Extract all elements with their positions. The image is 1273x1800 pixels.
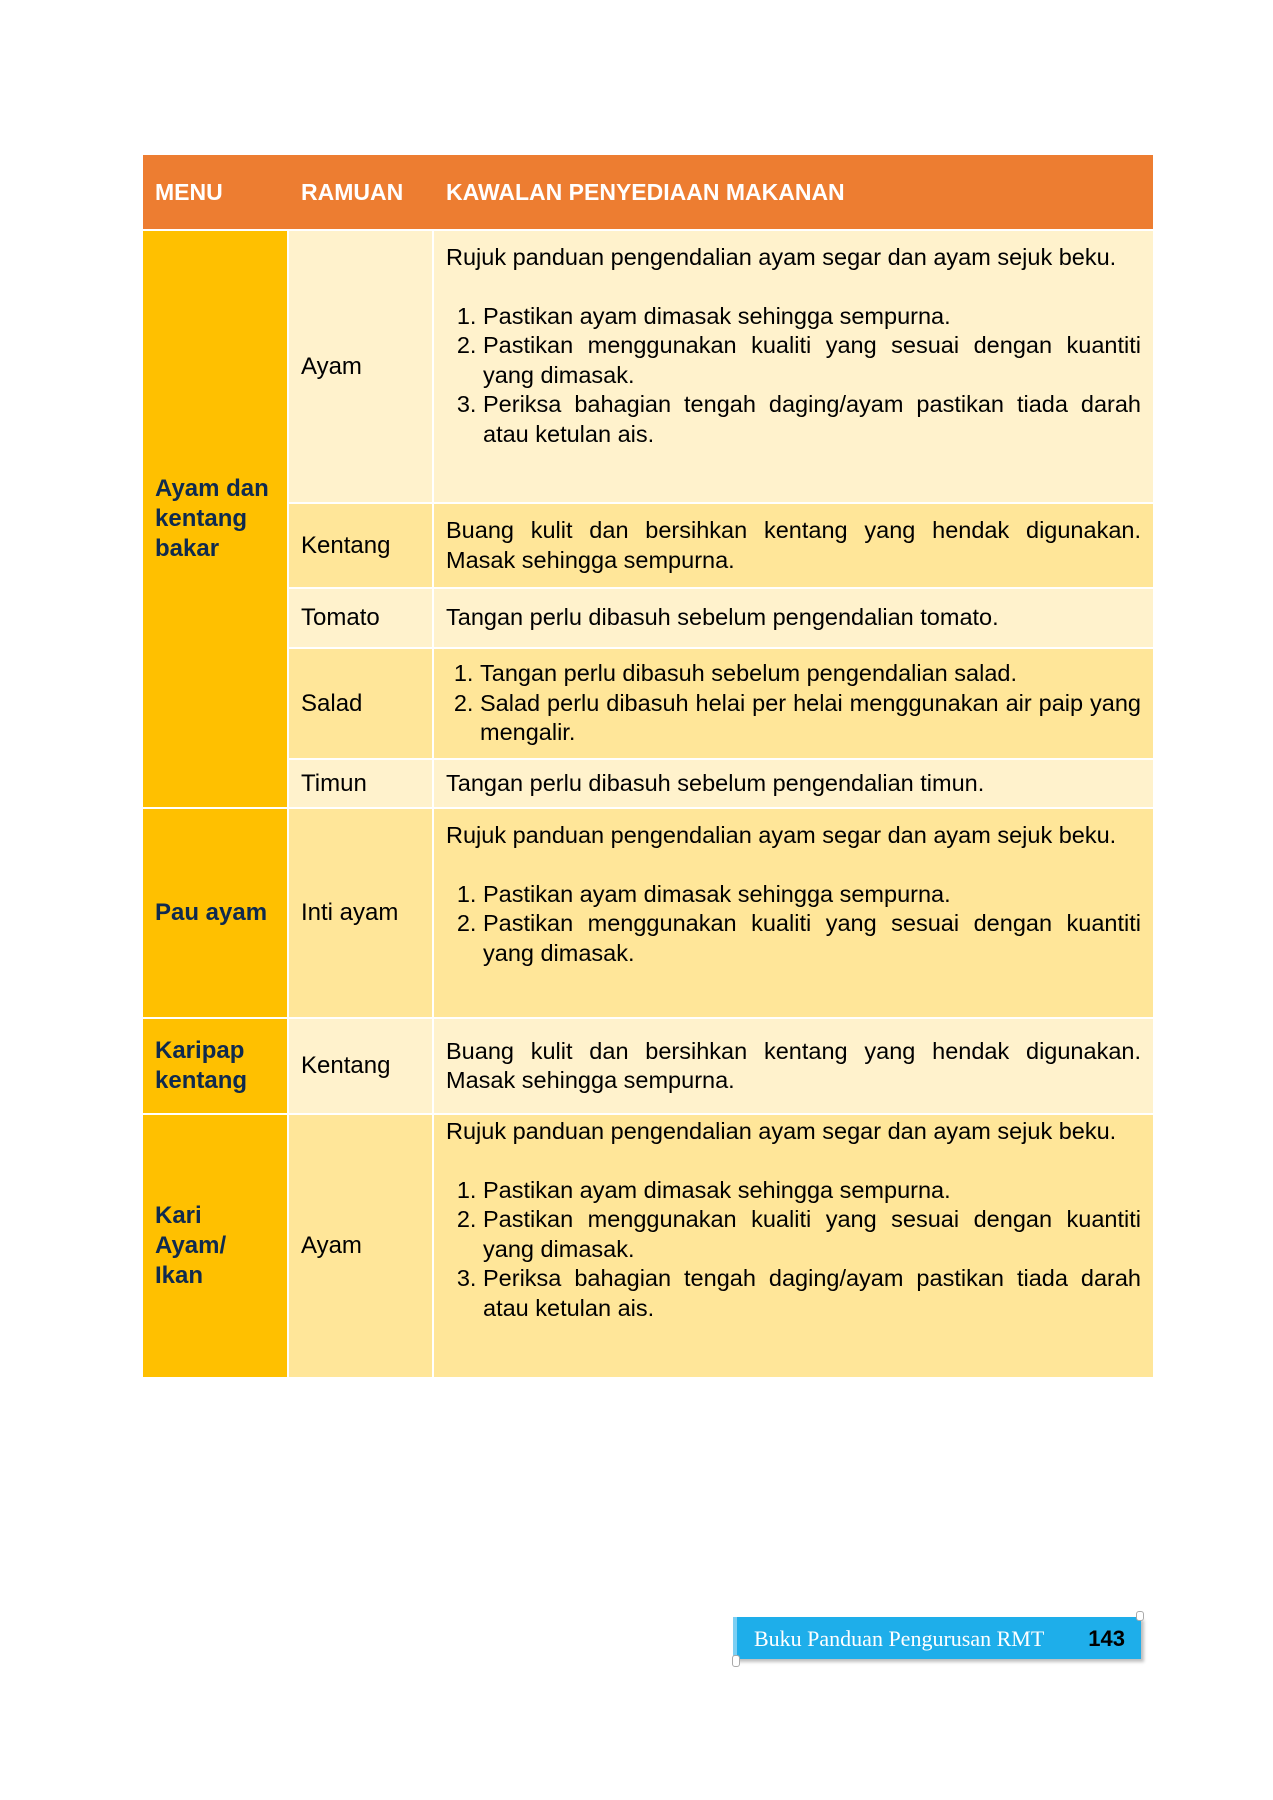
list-item: 2. Pastikan menggunakan kualiti yang sesuai dengan kuantiti yang dimasak. [483, 1205, 1141, 1264]
list-item: 3. Periksa bahagian tengah daging/ayam pastikan tiada darah atau ketulan ais. [483, 390, 1141, 449]
header-menu: MENU [155, 179, 223, 205]
header-ramuan: RAMUAN [301, 179, 404, 205]
kawalan-list [446, 880, 1141, 969]
kawalan-cell [434, 589, 1153, 647]
list-item: 2. Pastikan menggunakan kualiti yang sesuai dengan kuantiti yang dimasak. [483, 331, 1141, 390]
ramuan-label: Ayam [301, 352, 362, 380]
ramuan-cell [289, 1019, 432, 1113]
kawalan-list [446, 1176, 1141, 1324]
kawalan-list [446, 302, 1141, 450]
ramuan-cell [289, 809, 432, 1017]
menu-cell [143, 1115, 287, 1377]
menu-label-line: Ikan [155, 1262, 204, 1289]
footer-banner [733, 1617, 1141, 1659]
ramuan-label: Kentang [301, 531, 391, 559]
list-item: 1. Pastikan ayam dimasak sehingga sempurna. [483, 302, 1141, 332]
kawalan-text: Buang kulit dan bersihkan kentang yang hendak digunakan. Masak sehingga sempurna. [446, 517, 1141, 573]
menu-label-line: Ayam/ [155, 1232, 227, 1259]
ramuan-cell [289, 589, 432, 647]
ramuan-label: Tomato [301, 604, 380, 631]
footer-title: Buku Panduan Pengurusan RMT [754, 1626, 1045, 1651]
ramuan-label: Inti ayam [301, 899, 399, 926]
menu-label-line: bakar [155, 535, 220, 562]
menu-label-line: Karipap [155, 1037, 245, 1064]
kawalan-cell [434, 1019, 1153, 1113]
list-item: 1. Pastikan ayam dimasak sehingga sempurna. [483, 1176, 1141, 1206]
kawalan-cell [434, 231, 1153, 502]
ramuan-label: Ayam [301, 1232, 362, 1259]
kawalan-cell [434, 809, 1153, 1017]
list-item: 2. Pastikan menggunakan kualiti yang sesuai dengan kuantiti yang dimasak. [483, 909, 1141, 968]
kawalan-cell [434, 1115, 1153, 1377]
scroll-curl-icon [1136, 1611, 1144, 1621]
ramuan-label: Timun [301, 769, 367, 797]
kawalan-cell [434, 649, 1153, 758]
menu-cell [143, 809, 287, 1017]
list-item: 3. Periksa bahagian tengah daging/ayam pastikan tiada darah atau ketulan ais. [483, 1264, 1141, 1323]
kawalan-intro: Rujuk panduan pengendalian ayam segar dan ayam sejuk beku. [446, 822, 1117, 848]
menu-label-line: Kari [155, 1202, 202, 1229]
list-item: 1. Pastikan ayam dimasak sehingga sempurna. [483, 880, 1141, 910]
ramuan-cell [289, 649, 432, 758]
menu-label-line: Ayam dan [155, 475, 269, 502]
ramuan-cell [289, 504, 432, 587]
ramuan-cell [289, 1115, 432, 1377]
list-item: 1. Tangan perlu dibasuh sebelum pengendalian salad. [480, 659, 1141, 689]
table-header [143, 155, 1153, 229]
ramuan-cell [289, 760, 432, 807]
scroll-curl-icon [732, 1655, 740, 1667]
kawalan-text: Buang kulit dan bersihkan kentang yang hendak digunakan. Masak sehingga sempurna. [446, 1037, 1141, 1093]
menu-label: Pau ayam [155, 899, 268, 926]
ramuan-label: Kentang [301, 1052, 391, 1079]
kawalan-intro: Rujuk panduan pengendalian ayam segar dan ayam sejuk beku. [446, 244, 1117, 270]
list-item: 2. Salad perlu dibasuh helai per helai menggunakan air paip yang mengalir. [480, 689, 1141, 748]
kawalan-text: Tangan perlu dibasuh sebelum pengendalian tomato. [446, 604, 999, 631]
kawalan-text: Tangan perlu dibasuh sebelum pengendalian timun. [446, 769, 985, 796]
menu-label-line: kentang [155, 1067, 248, 1094]
ramuan-label: Salad [301, 689, 363, 717]
kawalan-intro: Rujuk panduan pengendalian ayam segar dan ayam sejuk beku. [446, 1118, 1117, 1144]
page-number: 143 [1088, 1626, 1125, 1651]
menu-label-line: kentang [155, 505, 248, 532]
kawalan-cell [434, 760, 1153, 807]
menu-cell [143, 1019, 287, 1113]
ramuan-cell [289, 231, 432, 502]
menu-cell [143, 231, 287, 807]
kawalan-cell [434, 504, 1153, 587]
header-kawalan: KAWALAN PENYEDIAAN MAKANAN [446, 179, 845, 205]
kawalan-list [446, 659, 1141, 748]
